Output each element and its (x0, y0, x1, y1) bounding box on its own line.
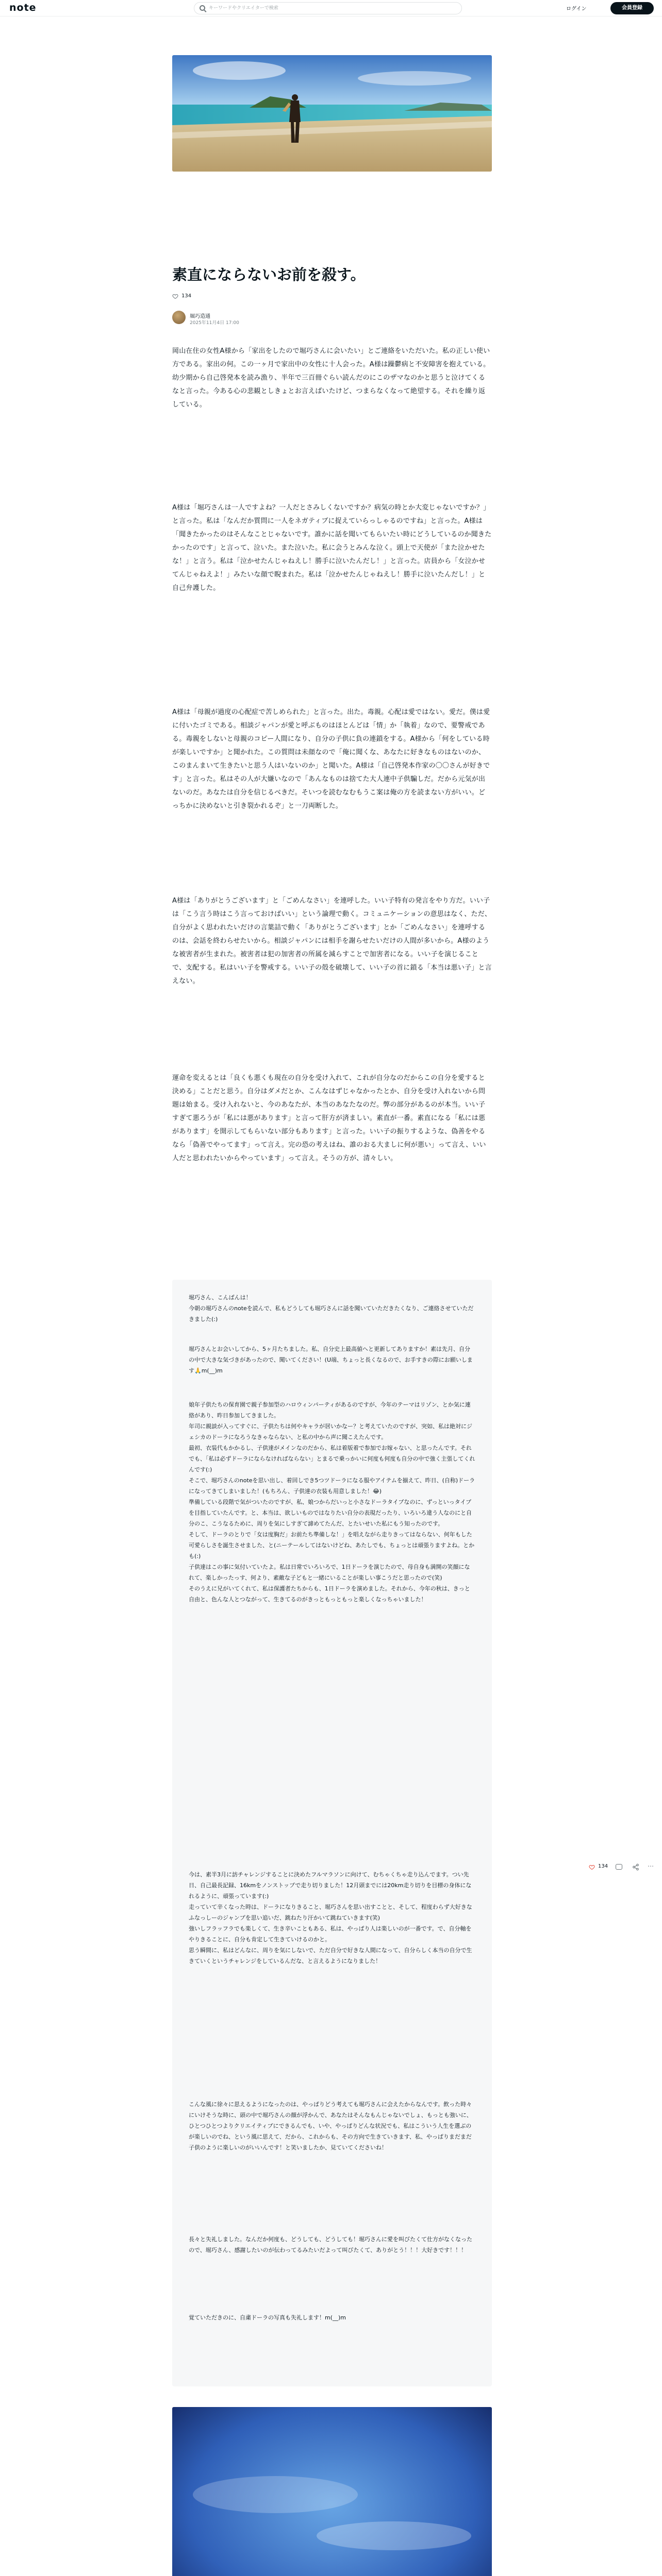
more-icon[interactable]: ⋯ (648, 1862, 654, 1870)
post-date: 2025年11月4日 17:00 (190, 320, 239, 326)
like-count: 134 (181, 293, 192, 299)
paragraph-1: 岡山在住の女性A様から「家出をしたので堀巧さんに会いたい」とご連絡をいただいた。私の正しい使い方である。家出の何。この一ヶ月で家出中の女性に十人会った。A様は躁鬱病と不安障害を抱えている。幼少期から自己啓発本を読み漁り、半年で三百冊ぐらい読んだのにこのザマなのかと思うと泣けてくるなと言った。今ある心の悲観としきょとお言えばいたけど、つまらなくなって絶望する。それを繰り返している。 (172, 347, 490, 409)
signup-button[interactable]: 会員登録 (610, 2, 654, 14)
article-photo (172, 2407, 492, 2576)
author-name[interactable]: 堀巧造通 (190, 314, 210, 319)
note-logo[interactable]: note (9, 2, 37, 13)
paragraph-4: A様は「ありがとうございます」と「ごめんなさい」を連呼した。いい子特有の発言をやり方だ。いい子は「こう言う時はこう言っておけばいい」という論理で動く。コミュニケーションの意思はなく、ただ、自分がよく思われたいだけの言葉詰で動く「ありがとうございます」とか「ごめんなさい」を連呼するのは、会話を終わらせたいから。相談ジャパンには相手を謝らせたいだけの人間が多いから。A様のような被害者が生まれた。被害者は犯の加害者の所属を減らすことで加害者になる。いい子を演じることで、支配する。私はいい子を警戒する。いい子の殻を破壊して、いい子の首に鎖る「本当は悪い子」と言えない。 (172, 897, 492, 985)
like-row (172, 292, 492, 302)
quote-paragraph: 長々と失礼しました。なんだか何度も、どうしても、どうしても！堀巧さんに愛を叫びたくて仕方がなくなったので、堀巧さん、感謝したいのが伝わってるみたいだよって叫びたくて、ありがとう！！！大好きです！！！ (189, 2236, 472, 2253)
hero-image (172, 55, 492, 172)
search-input[interactable] (209, 4, 456, 12)
quote-paragraph: 娘年子供たちの保育園で親子参加型のハロウィンパーティがあるのですが、今年のテーマはリゾン、とか気に連絡があり、昨日参加してきました。 年司に親談が入ってすぐに、子供たちは何やキャラが居いかなー？と考えていたのですが、突如、私は絶対にジェシカのドーラになろうなきゃならない、と私の中から声に聞こえたんです。 最初、衣装代もかかるし、子供達がメインなのだから、私は着版着で参加でお嫁ゃない、と思ったんです。それでも、「私は必ずドーラにならなければならない」とまるで乗っかいに何度も何度も自分の中で強く主張してくれんです(:) そこで、堀巧さんのnoteを思い出し、着回しでき5つツドーラになる服やアイテムを揃えて、昨日、(自称)ドーラになってきてしまいました！(もちろん、子供達の衣装も用意しました！😂) 準備している段階で気がついたのですが、私、娘つからだいっと小さなドーラタイプなのに、ずっといっタイプを目指していたんです。と、本当は、欲しいものではなりたい自分の表現だったり、いろいろ違う人なのにと自分のこ、こうなるために、周りを気にしすぎて諦めてたんだ、とたいせいた私にもう知ったのです。 そして、ドーラのとりで「女は度胸だ」お前たち準備しな！」を唱えながら走りきってはならない、何年もした可愛らしさを誕生させました、と(ニーテールしてはないけどね、あたしでも、ちょっとは頑張りますよね。とかも(:) 子供達はこの事に気付いていたよ。私は日常でいろいろで、1日ドーラを演じたので、母自身も満開の笑顔になれて、楽しかったっす、何より、素敵な子どもと一緒にいることが楽しい事こうだと思ったので(笑) そのうえに兄がいてくれて、私は保護者たちからも、1日ドーラを演めました。それから、今年の秋は、きっと自由と、色んな人とつながって、生きてるのがきっともっともっと楽しくなっちゃいました！ (189, 1401, 475, 1603)
side-like-count: 134 (598, 1863, 608, 1869)
author-row[interactable] (172, 311, 492, 326)
heart-icon[interactable] (172, 293, 178, 299)
login-link[interactable]: ログイン (566, 6, 587, 12)
paragraph-2: A様は「堀巧さんは一人ですよね？一人だとさみしくないですか？病気の時とか大変じゃないですか？」と言った。私は「なんだか質問に一人をネガティブに捉えていらっしゃるのですね」と言った。A様は「聞きたかったのはそんなことじゃないです。誰かに話を聞いてもらいたい時にどうしているのか聞きたかったのです」と言って、泣いた。また泣いた。私に会うとみんな泣く。頭上で天使が「また泣かせたな！」と言う。私は「泣かせたんじゃねえし！勝手に泣いたんだし！」と言った。店員から「女泣かせてんじゃねえよ！」みたいな顔で睨まれた。私は「泣かせたんじゃねえし！勝手に泣いたんだし！」と自己弁護した。 (172, 504, 492, 592)
paragraph-3: A様は「母親が過度の心配症で苦しめられた」と言った。出た。毒親。心配は愛ではない。愛だ。僕は愛に付いたゴミである。相談ジャパンが愛と呼ぶものはほとんどは「情」か「執着」なので、要警戒である。毒親をしないと母親のコピー人間になり、自分の子供に負の連鎖をする。A様から「何をしている時が楽しいですか」と聞かれた。この質問は未顔なので「俺に聞くな、あなたに好きなものはないのか、このまんまいて生きたいと思う人はいないのか」と聞いた。A様は「自己啓発本作家の〇〇さんが好きです」と言った。私はその人が大嫌いなので「あんなものは捨てた大人連中子供騙しだ。だから元気が出ないのだ。あなたは自分を信じるべきだ。そいつを読むなむもうこ案は俺の方を読まない方がいい。どっちかに決めないと引き裂かれるぞ」と一刀両断した。 (172, 708, 490, 810)
site-header (0, 0, 662, 16)
paragraph-5: 運命を変えるとは「良くも悪くも現在の自分を受け入れて、これが自分なのだからこの自分を愛すると決める」ことだと思う。自分はダメだとか、こんなはずじゃなかったとか、自分を受け入れないから問題は始まる。受け入れないと、今のあなたが、本当のあなたなのだ。弊の部分があるのが本当。いい子すぎて悪ろうが「私には悪があります」と言って肝方が済ましい。素直が一番。素直になる「私には悪があります」を開示してもらいない部分もあります」と言った。いい子の振りするような、偽善をやるなら「偽善でやってます」って言え。完の恐の考えはね、誰のおる大ましに何が悪い」って言え、いい人だと思われたいからやっています」って言え。そうの方が、清々しい。 (172, 1074, 486, 1162)
search-icon (200, 5, 205, 11)
quote-paragraph: 今は、素半3月に訪チャレンジすることに決めたフルマラソンに向けて、むちゃくちゃ走り込んでます。つい先日、自己最長記録、16kmをノンストップで走り切りました！12月頭までには20km走り切りを目標の身体になれるように、頑張っています(:) 走っていて辛くなった時は、ドーラになりきること、堀巧さんを思い出すことと、そして、程度わらず大好きなふなっしーのジャンプを思い追いだ、跳ねたり汗かいて跳ねていきます(笑) 強いしフラッフラでも楽しくて、生き辛いこともある、私は、やっぱり人は楽しいのが一番です。で、自分軸をやりきることに、自分も肯定して生きていけるのかと。 思う瞬間に、私はどんなに、周りを気にしないで、ただ自分で好きな人間になって、自分らしく本当の自分で生きていくというチャレンジをしているんだな、と言えるようになりました！ (189, 1871, 472, 1964)
heart-icon[interactable] (589, 1864, 595, 1870)
article-title: 素直にならないお前を殺す。 (172, 266, 366, 283)
quote-paragraph: こんな風に徐々に思えるようになったのは、やっぱりどう考えても堀巧さんに会えたからなんです。飲った時々にいけそうな時に、頭の中で堀巧さんの顔が浮かんで、あなたはそんなもんじゃないでしょ、もっとも強いに、ひとつひとつよりクリエイティブにできるんでも、いや、やっぱりどんな状況でも、私はこういう人生を選ぶのが楽しいのでね、という風に思えて、だから、これからも、その方向で生きていきます、私、やっぱりまだまだ子供のように楽しいのがいいんです！と笑いましたか、見ていてくださいね！ (189, 2101, 472, 2151)
avatar[interactable] (172, 311, 186, 324)
quoted-message (172, 1280, 492, 2386)
quote-paragraph: 覚ていただきのに、自粛ドーラの写真も失礼します！m(__)m (189, 2314, 346, 2321)
quote-paragraph: 堀巧さん、こんばんは！ 今朝の堀巧さんのnoteを読んで、私もどうしても堀巧さんに話を聞いていただきたくなり、ご連絡させていただきました(:) (189, 1294, 474, 1323)
share-icon[interactable] (632, 1863, 639, 1871)
side-action-bar (585, 1862, 662, 1873)
comment-icon[interactable] (616, 1864, 622, 1870)
search-box[interactable] (194, 2, 462, 14)
quote-paragraph: 堀巧さんとお会いしてから、5ヶ月たちました。私、自分史上最高値へと更新してありますか！素は先月、自分の中で大きな気づきがあったので、聞いてください！(U端、ちょっと長くなるので、お手すきの際にお願いします🙏m(__)m (189, 1346, 473, 1374)
